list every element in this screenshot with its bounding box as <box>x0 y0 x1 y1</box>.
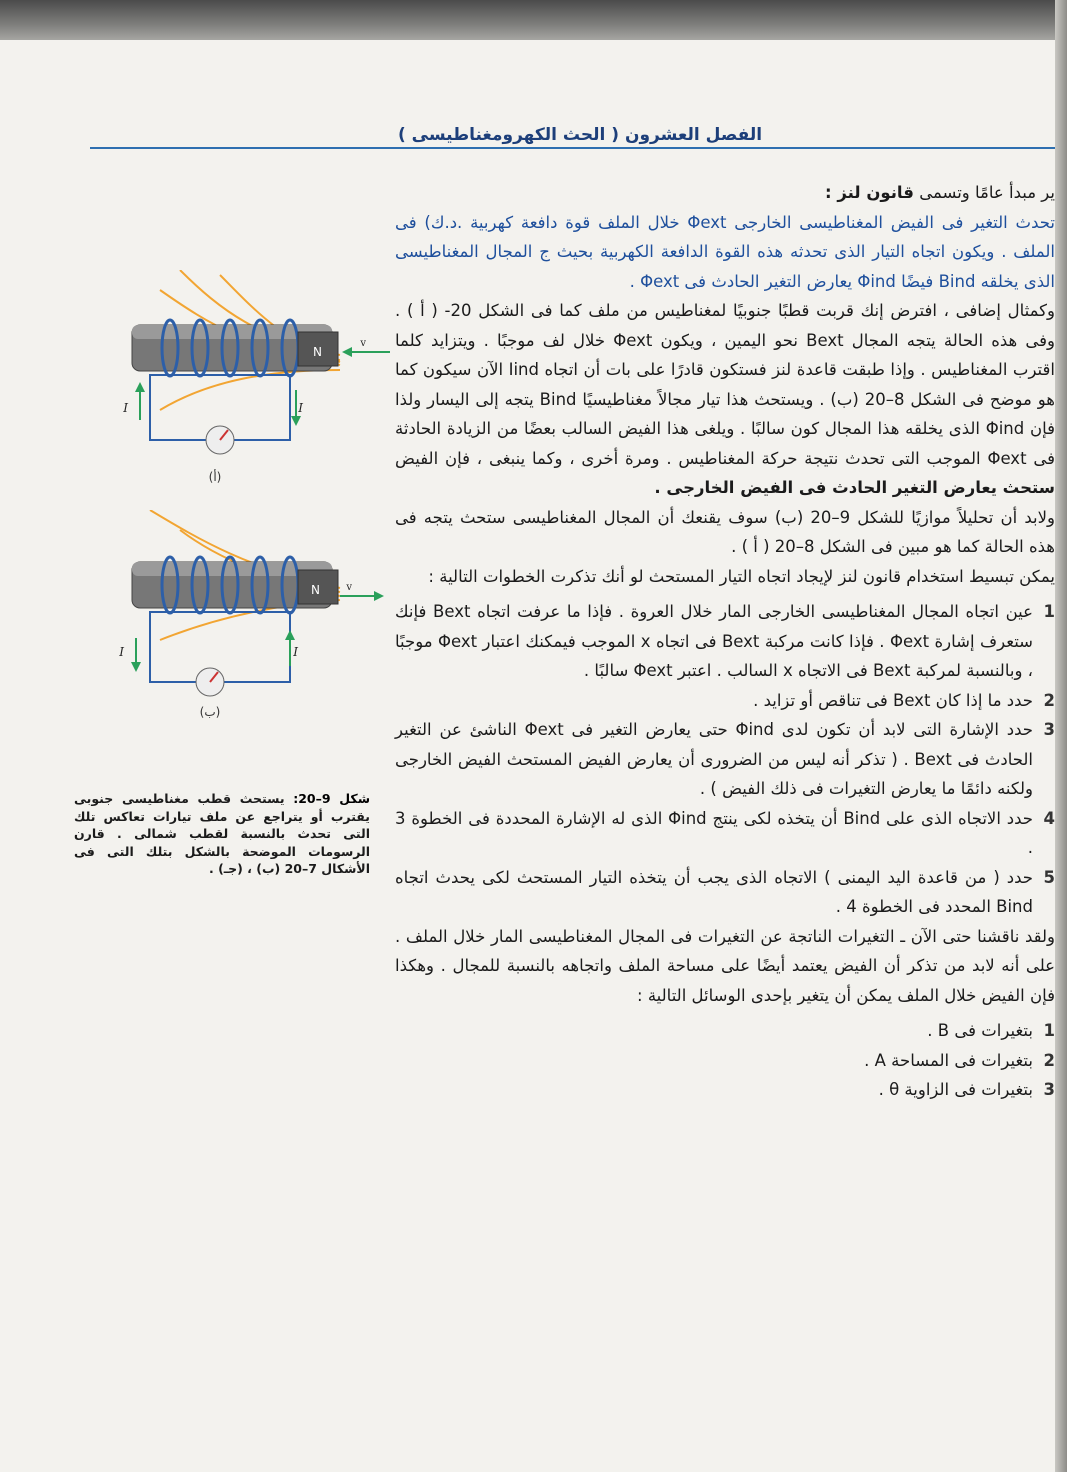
current-label-b-left: I <box>119 645 124 659</box>
figure-b <box>100 510 400 740</box>
method-item <box>395 1016 1055 1046</box>
pole-label-a: N <box>313 345 322 359</box>
method-number: 1 <box>1043 1021 1055 1040</box>
velocity-label-a: v <box>360 338 366 349</box>
lenz-intro: ير مبدأ عامًا وتسمى <box>919 183 1055 202</box>
main-body <box>395 178 1055 1105</box>
step-item <box>395 686 1055 716</box>
header-rule <box>90 147 1055 149</box>
steps-list <box>395 597 1055 922</box>
figure-b-diagram <box>100 510 400 740</box>
step-item <box>395 804 1055 863</box>
step-number: 1 <box>1043 602 1055 621</box>
step-text: حدد الاتجاه الذى على Bind أن يتخذه لكى ينتج Φind الذى له الإشارة المحددة فى الخطوة 3 . <box>395 808 1034 857</box>
current-label-a-left: I <box>123 401 128 415</box>
closing-paragraph: ولقد ناقشنا حتى الآن ـ التغيرات الناتجة عن التغيرات فى المجال المغناطيسى المار خلال الملف . على أنه لابد من تذكر أن الفيض يعتمد أيضًا على مساحة الملف واتجاهه بالنسبة للمجال . وهكذا فإن الفيض خلال الملف يمكن أن يتغير بإحدى الوسائل التالية : <box>395 926 1055 1005</box>
step-number: 3 <box>1043 720 1055 739</box>
methods-list <box>395 1016 1055 1105</box>
paragraph-1 <box>395 296 1055 503</box>
figure-caption <box>74 790 370 878</box>
velocity-label-b: v <box>346 582 352 593</box>
current-label-a-right: I <box>298 401 303 415</box>
paragraph-3: يمكن تبسيط استخدام قانون لنز لإيجاد اتجاه التيار المستحث لو أنك تذكرت الخطوات التالية : <box>428 566 1055 586</box>
figure-a-diagram <box>100 270 400 500</box>
step-text: عين اتجاه المجال المغناطيسى الخارجى المار خلال العروة . فإذا ما عرفت اتجاه Bext فإنك ستعرف إشارة Φext . فإذا كانت مركبة Bext فى اتجاه x الموجب فيمكنك اعتبار Φext موجبًا ، وبالنسبة لمركبة Bext فى الاتجاه x السالب . اعتبر Φext سالبًا . <box>395 602 1033 680</box>
figure-a-label: (أ) <box>208 470 222 484</box>
figure-b-label: (ب) <box>199 705 221 719</box>
method-text: بتغيرات فى B . <box>927 1021 1033 1040</box>
method-text: بتغيرات فى المساحة A . <box>864 1050 1033 1070</box>
chapter-header: الفصل العشرون ( الحث الكهرومغناطيسى ) <box>397 125 763 145</box>
step-text: حدد ما إذا كان Bext فى تناقص أو تزايد . <box>753 690 1033 710</box>
method-text: بتغيرات فى الزاوية θ . <box>878 1080 1033 1099</box>
figure-a <box>100 270 400 500</box>
step-number: 4 <box>1043 808 1055 828</box>
method-item <box>395 1075 1055 1105</box>
paragraph-1-bold: ستحث يعارض التغير الحادث فى الفيض الخارجى . <box>654 478 1055 497</box>
pole-label-b: N <box>311 583 320 597</box>
method-item <box>395 1046 1055 1076</box>
book-gutter <box>1055 0 1067 1472</box>
lenz-intro-line <box>395 178 1055 208</box>
step-item <box>395 715 1055 804</box>
method-number: 3 <box>1043 1080 1055 1099</box>
lenz-title: قانون لنز : <box>825 183 914 202</box>
current-label-b-right: I <box>293 645 298 659</box>
caption-text: يستحث قطب مغناطيسى جنوبى يقترب أو يتراجع عن ملف تيارات تعاكس تلك التى تحدث بالنسبة لقطب شمالى . قارن الرسومات الموضحة بالشكل بتلك التى فى الأشكال 7–20 (ب) ، (جـ) . <box>74 791 370 876</box>
step-number: 2 <box>1043 690 1055 710</box>
step-item <box>395 863 1055 922</box>
method-number: 2 <box>1043 1050 1055 1070</box>
paragraph-1-text: وكمثال إضافى ، افترض إنك قربت قطبًا جنوبيًا لمغناطيس من ملف كما فى الشكل 20- ( أ ) . وفى هذه الحالة يتجه المجال Bext نحو اليمين ، ويكون Φext خلال لف موجبًا . ويتزايد كلما اقترب المغناطيس . وإذا طبقت قاعدة لنز فستكون قادرًا على بات أن اتجاه Iind الآن سيكون كما هو موضح فى الشكل 8–20 (ب) . ويستحث هذا تيار مجالاً مغناطيسيًا Bind يتجه إلى اليسار ولذا فإن Φind الذى يخلقه هذا المجال كون سالبًا . ويلغى هذا الفيض السالب بعضًا من الزيادة الحادثة فى Φext الموجب التى تحدث نتيجة حركة المغناطيس . ومرة أخرى ، وكما ينبغى ، فإن الفيض <box>395 301 1056 468</box>
lenz-statement: تحدث التغير فى الفيض المغناطيسى الخارجى Φext خلال الملف قوة دافعة كهربية .د.ك) فى الملف . ويكون اتجاه التيار الذى تحدثه هذه القوة الدافعة الكهربية بحيث ج المجال المغناطيسى الذى يخلقه Bind فيضًا Φind يعارض التغير الحادث فى Φext . <box>395 212 1055 291</box>
step-number: 5 <box>1043 867 1055 887</box>
step-text: حدد ( من قاعدة اليد اليمنى ) الاتجاه الذى يجب أن يتخذه التيار المستحث لكى يحدث اتجاه Bind المحدد فى الخطوة 4 . <box>395 867 1033 916</box>
step-text: حدد الإشارة التى لابد أن تكون لدى Φind حتى يعارض التغير فى Φext الناشئ عن التغير الحادث فى Bext . ( تذكر أنه ليس من الضرورى أن يعارض الفيض المستحث الفيض الخارجى ولكنه دائمًا ما يعارض التغيرات فى ذلك الفيض ) . <box>395 720 1033 798</box>
caption-title: شكل 9–20: <box>293 791 370 806</box>
paragraph-2: ولابد أن تحليلاً موازيًا للشكل 9–20 (ب) سوف يقنعك أن المجال المغناطيسى ستحث يتجه فى هذه الحالة كما هو مبين فى الشكل 8–20 ( أ ) . <box>395 507 1055 556</box>
step-item <box>395 597 1055 686</box>
